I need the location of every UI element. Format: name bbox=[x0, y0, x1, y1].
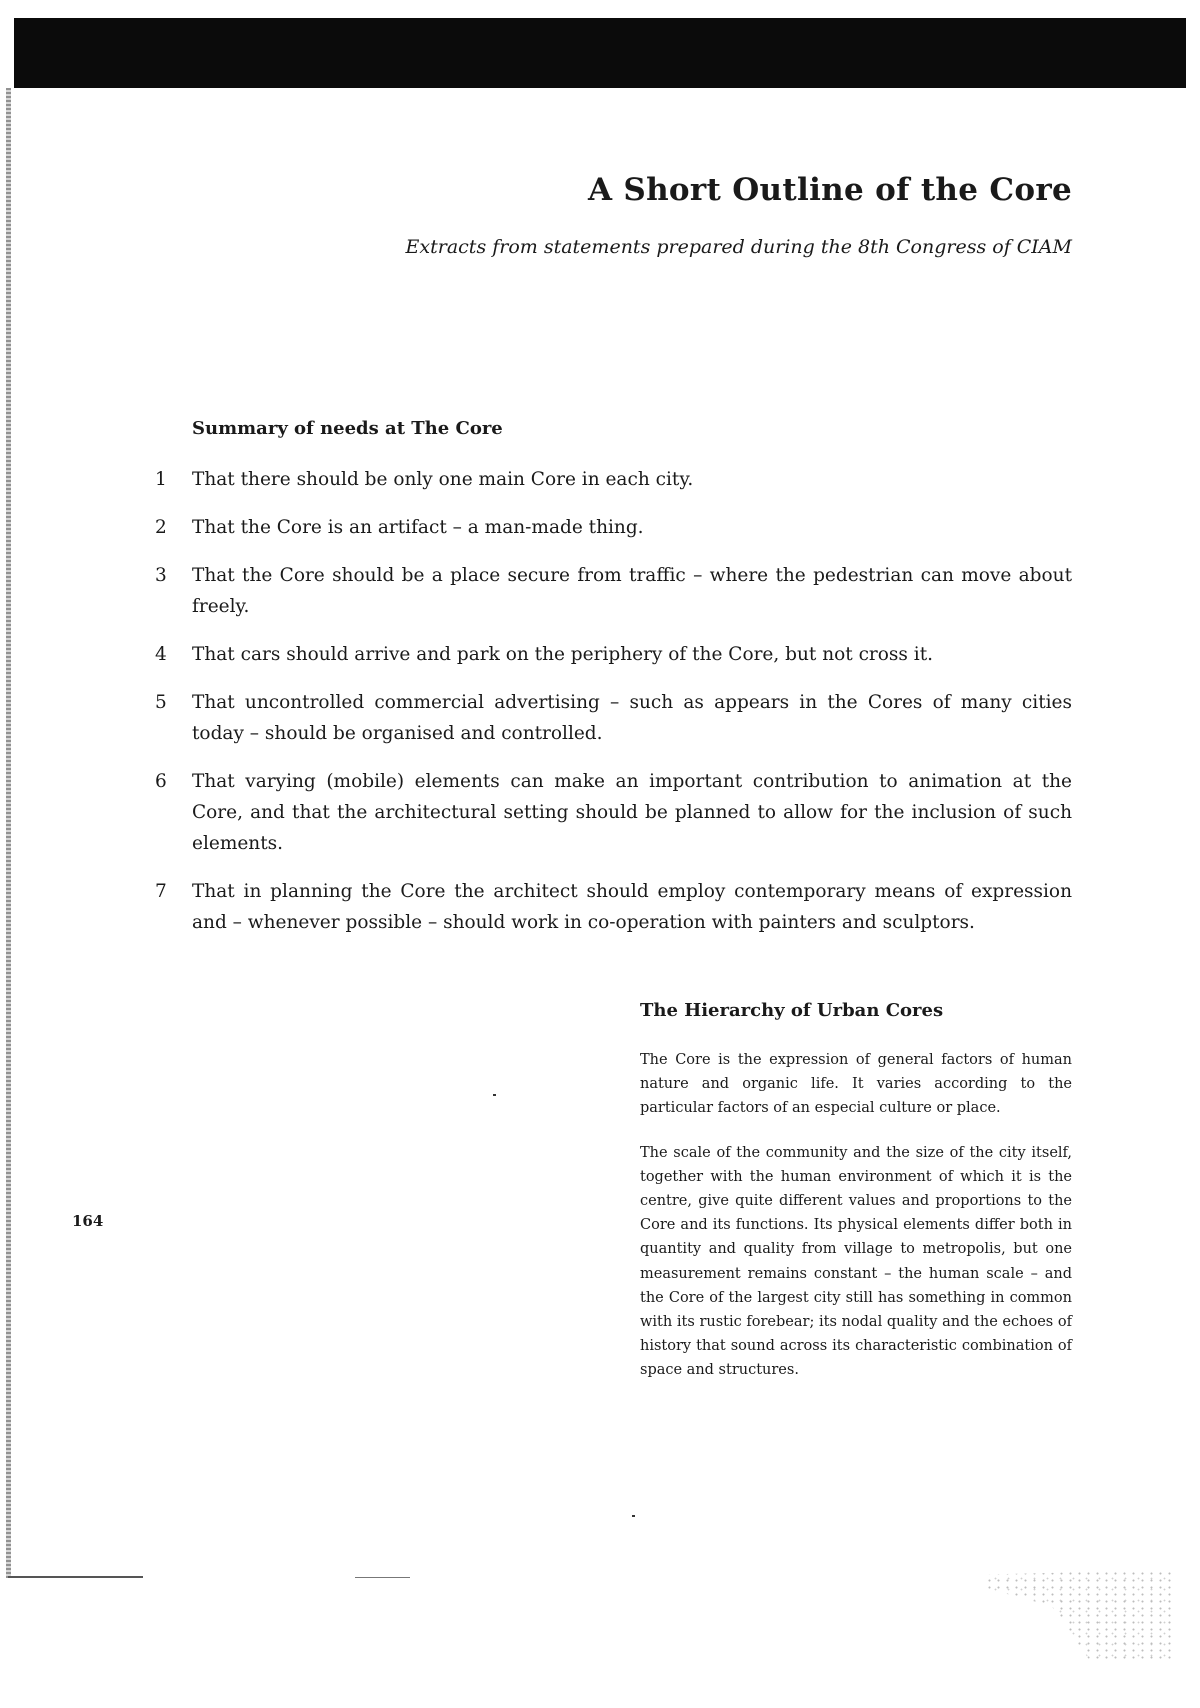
need-item bbox=[150, 512, 1072, 543]
need-number: 6 bbox=[155, 771, 167, 792]
scan-speck bbox=[493, 1094, 496, 1096]
scan-speck bbox=[632, 1515, 635, 1517]
top-black-band bbox=[14, 18, 1186, 88]
need-text: That varying (mobile) elements can make an important contribution to animation at the Core, and that the architectural setting should be planned to allow for the inclusion of such elements. bbox=[192, 771, 1072, 854]
need-text: That cars should arrive and park on the periphery of the Core, but not cross it. bbox=[192, 644, 934, 665]
bottom-rule bbox=[8, 1576, 143, 1578]
need-number: 1 bbox=[155, 469, 167, 490]
need-text: That the Core should be a place secure from traffic – where the pedestrian can move about freely. bbox=[192, 565, 1072, 617]
page-title: A Short Outline of the Core bbox=[587, 172, 1072, 208]
need-number: 3 bbox=[155, 565, 167, 586]
hierarchy-body bbox=[640, 1048, 1072, 1403]
need-text: That the Core is an artifact – a man-made thing. bbox=[192, 517, 644, 538]
scan-noise bbox=[985, 1570, 1175, 1660]
need-item bbox=[150, 560, 1072, 622]
need-item bbox=[150, 876, 1072, 938]
needs-list bbox=[150, 464, 1072, 955]
scanned-binding-edge bbox=[6, 88, 11, 1578]
need-item bbox=[150, 464, 1072, 495]
need-number: 5 bbox=[155, 692, 167, 713]
need-number: 2 bbox=[155, 517, 167, 538]
need-item bbox=[150, 639, 1072, 670]
page-number: 164 bbox=[72, 1212, 104, 1230]
need-number: 7 bbox=[155, 881, 167, 902]
need-text: That there should be only one main Core in each city. bbox=[192, 469, 694, 490]
hierarchy-paragraph: The scale of the community and the size of the city itself, together with the human environment of which it is the centre, give quite different values and proportions to the Core and its functions. Its physical elements differ both in quantity and quality from village to metropolis, but one measurement remains constant – the human scale – and the Core of the largest city still has something in common with its rustic forebear; its nodal quality and the echoes of history that sound across its characteristic combination of space and structures. bbox=[640, 1144, 1072, 1379]
bottom-rule-fragment bbox=[355, 1577, 410, 1578]
hierarchy-paragraph: The Core is the expression of general factors of human nature and organic life. It varies according to the particular factors of an especial culture or place. bbox=[640, 1052, 1072, 1117]
need-item bbox=[150, 687, 1072, 749]
need-text: That in planning the Core the architect should employ contemporary means of expression and – whenever possible – should work in co-operation with painters and sculptors. bbox=[192, 881, 1072, 933]
need-item bbox=[150, 766, 1072, 859]
hierarchy-heading: The Hierarchy of Urban Cores bbox=[640, 1000, 944, 1021]
summary-heading: Summary of needs at The Core bbox=[192, 418, 503, 439]
need-text: That uncontrolled commercial advertising – such as appears in the Cores of many cities today – should be organised and controlled. bbox=[192, 692, 1072, 744]
page-subtitle: Extracts from statements prepared during the 8th Congress of CIAM bbox=[405, 236, 1072, 258]
need-number: 4 bbox=[155, 644, 167, 665]
